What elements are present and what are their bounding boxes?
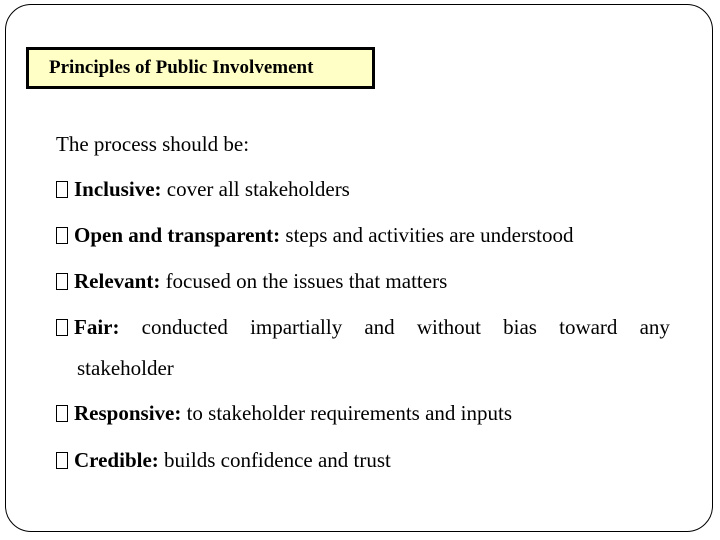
slide-title-text: Principles of Public Involvement [49,57,314,78]
bullet-item-responsive [56,400,512,426]
checkbox-square-icon [56,405,68,422]
bullet-word: impartially [250,315,343,339]
bullet-item-fair [56,314,670,340]
checkbox-square-icon [56,273,68,290]
bullet-word: bias [503,315,537,339]
bullet-word: toward [559,315,618,339]
bullet-continuation: stakeholder [77,356,174,380]
checkbox-square-icon [56,181,68,198]
bullet-word: and [364,315,395,339]
bullet-term: Credible: [74,448,159,472]
bullet-text: steps and activities are understood [285,223,574,247]
bullet-term: Inclusive: [74,177,162,201]
bullet-item-credible [56,447,391,473]
bullet-term: Relevant: [74,269,161,293]
bullet-word: without [416,315,481,339]
bullet-text: builds confidence and trust [164,448,391,472]
bullet-item-open-transparent [56,222,574,248]
bullet-word: any [639,315,670,339]
bullet-word: conducted [141,315,228,339]
bullet-term: Fair: [74,315,120,339]
checkbox-square-icon [56,452,68,469]
bullet-text: cover all stakeholders [166,177,350,201]
bullet-item-relevant [56,268,447,294]
intro-text: The process should be: [56,132,250,156]
bullet-text: focused on the issues that matters [165,269,448,293]
bullet-text: to stakeholder requirements and inputs [186,401,513,425]
bullet-term: Responsive: [74,401,182,425]
checkbox-square-icon [56,319,68,336]
bullet-item-inclusive [56,176,350,202]
slide-title [26,47,375,89]
bullet-term: Open and transparent: [74,223,281,247]
checkbox-square-icon [56,227,68,244]
